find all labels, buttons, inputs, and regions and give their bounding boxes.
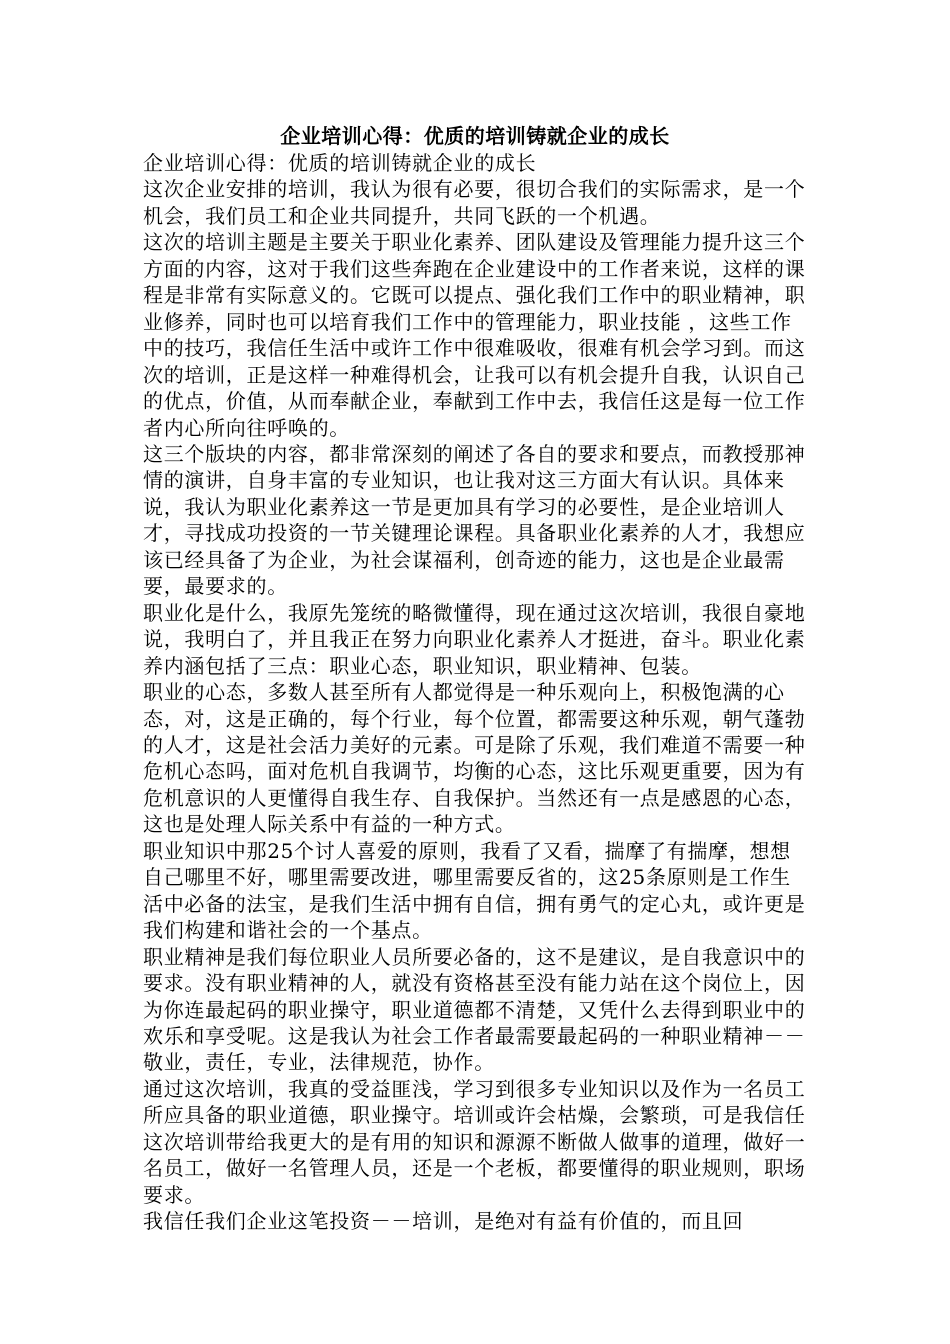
paragraph: 职业知识中那25个讨人喜爱的原则，我看了又看，揣摩了有揣摩，想想自己哪里不好，哪里需要改进，哪里需要反省的，这25条原则是工作生活中必备的法宝，是我们生活中拥有自信，拥有勇气的定心丸，或许更是我们构建和谐社会的一个基点。 xyxy=(143,838,806,943)
paragraph: 这次的培训主题是主要关于职业化素养、团队建设及管理能力提升这三个方面的内容，这对于我们这些奔跑在企业建设中的工作者来说，这样的课程是非常有实际意义的。它既可以提点、强化我们工作中的职业精神，职业修养，同时也可以培育我们工作中的管理能力，职业技能 ，这些工作中的技巧，我信任生活中或许工作中很难吸收，很难有机会学习到。而这次的培训，正是这样一种难得机会，让我可以有机会提升自我，认识自己的优点，价值，从而奉献企业，奉献到工作中去，我信任这是每一位工作者内心所向往呼唤的。 xyxy=(143,230,806,440)
paragraph: 通过这次培训，我真的受益匪浅，学习到很多专业知识以及作为一名员工所应具备的职业道德，职业操守。培训或许会枯燥，会繁琐，可是我信任这次培训带给我更大的是有用的知识和源源不断做人做事的道理，做好一名员工，做好一名管理人员，还是一个老板，都要懂得的职业规则，职场要求。 xyxy=(143,1076,806,1207)
paragraph: 职业的心态，多数人甚至所有人都觉得是一种乐观向上，积极饱满的心态，对，这是正确的，每个行业，每个位置，都需要这种乐观，朝气蓬勃的人才，这是社会活力美好的元素。可是除了乐观，我们难道不需要一种危机心态吗，面对危机自我调节，均衡的心态，这比乐观更重要，因为有危机意识的人更懂得自我生存、自我保护。当然还有一点是感恩的心态，这也是处理人际关系中有益的一种方式。 xyxy=(143,680,806,837)
paragraph: 我信任我们企业这笔投资－－培训，是绝对有益有价值的，而且回 xyxy=(143,1209,744,1234)
document-body xyxy=(143,150,808,1235)
paragraph: 职业化是什么，我原先笼统的略微懂得，现在通过这次培训，我很自豪地说，我明白了，并且我正在努力向职业化素养人才挺进，奋斗。职业化素养内涵包括了三点：职业心态，职业知识，职业精神、包装。 xyxy=(143,600,806,678)
paragraph: 职业精神是我们每位职业人员所要必备的，这不是建议，是自我意识中的要求。没有职业精神的人，就没有资格甚至没有能力站在这个岗位上，因为你连最起码的职业操守，职业道德都不清楚，又凭什么去得到职业中的欢乐和享受呢。这是我认为社会工作者最需要最起码的一种职业精神－－敬业，责任，专业，法律规范，协作。 xyxy=(143,944,806,1075)
paragraph-subtitle: 企业培训心得：优质的培训铸就企业的成长 xyxy=(143,151,537,175)
document-title: 企业培训心得：优质的培训铸就企业的成长 xyxy=(280,124,670,148)
paragraph: 这次企业安排的培训，我认为很有必要，很切合我们的实际需求，是一个机会，我们员工和企业共同提升，共同飞跃的一个机遇。 xyxy=(143,177,806,228)
paragraph: 这三个版块的内容，都非常深刻的阐述了各自的要求和要点，而教授那神情的演讲，自身丰富的专业知识，也让我对这三方面大有认识。具体来说，我认为职业化素养这一节是更加具有学习的必要性，是企业培训人才，寻找成功投资的一节关键理论课程。具备职业化素养的人才，我想应该已经具备了为企业，为社会谋福利，创奇迹的能力，这也是企业最需要，最要求的。 xyxy=(143,441,806,599)
